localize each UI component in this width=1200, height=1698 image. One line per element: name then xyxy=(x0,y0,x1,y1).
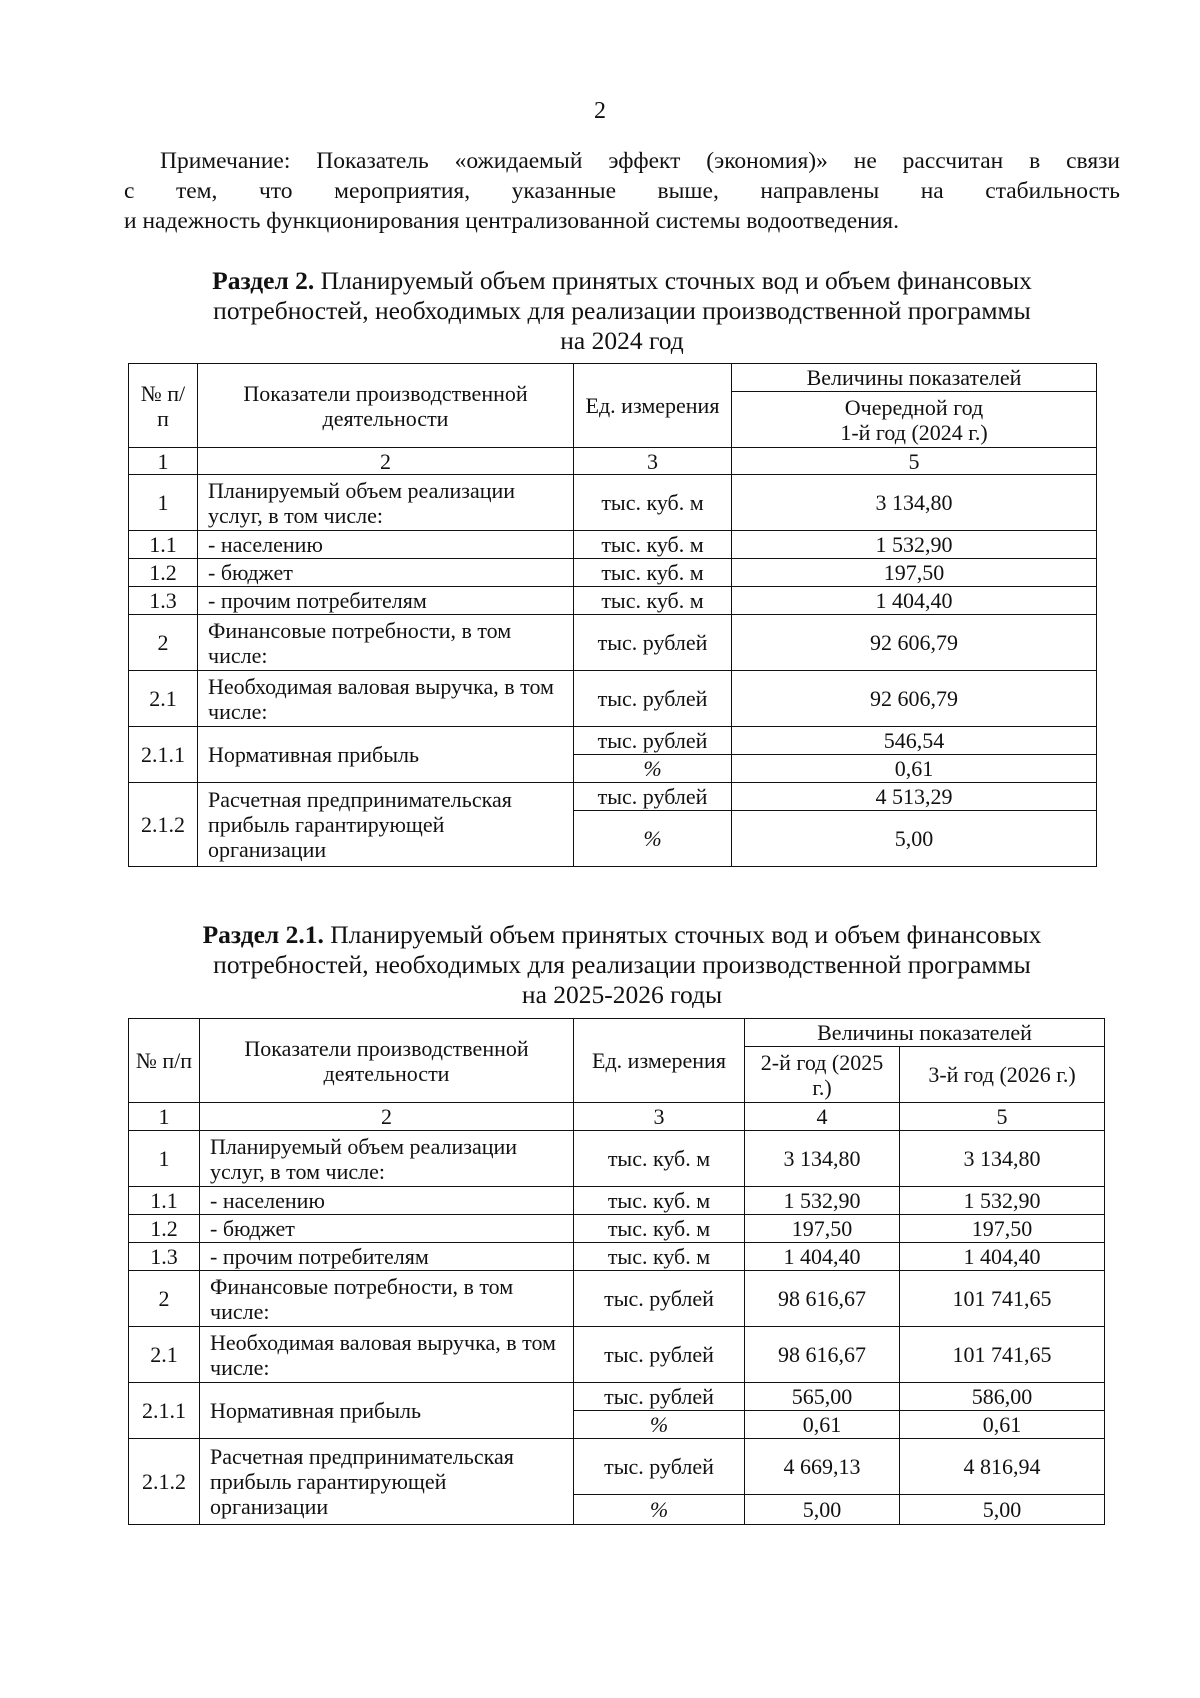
header-year-2026: 3-й год (2026 г.) xyxy=(900,1047,1105,1103)
row-unit: тыс. куб. м xyxy=(574,1131,745,1187)
row-name: - населению xyxy=(200,1187,574,1215)
note-line-2: с тем, что мероприятия, указанные выше, направлены на стабильность xyxy=(124,178,1120,204)
section-2-heading xyxy=(124,266,1120,356)
row-num: 1.2 xyxy=(129,559,198,587)
row-num: 1.3 xyxy=(129,587,198,615)
row-unit: тыс. рублей xyxy=(574,1327,745,1383)
table-row xyxy=(129,1187,1105,1215)
section-2-title-line-1: Планируемый объем принятых сточных вод и объем финансовых xyxy=(314,266,1032,295)
col-number: 1 xyxy=(129,1103,200,1131)
row-value: 5,00 xyxy=(732,811,1097,867)
row-value-2026: 1 404,40 xyxy=(900,1243,1105,1271)
row-value-2026: 3 134,80 xyxy=(900,1131,1105,1187)
row-name: - прочим потребителям xyxy=(200,1243,574,1271)
table-row xyxy=(129,727,1097,755)
note-paragraph xyxy=(124,146,1120,236)
row-unit: тыс. куб. м xyxy=(574,475,732,531)
row-name: Финансовые потребности, в том числе: xyxy=(198,615,574,671)
row-num: 1.2 xyxy=(129,1215,200,1243)
section-2-1-title-line-1: Планируемый объем принятых сточных вод и объем финансовых xyxy=(323,920,1042,949)
header-year-line-1: Очередной год xyxy=(844,394,984,420)
col-number: 5 xyxy=(732,448,1097,475)
header-values: Величины показателей xyxy=(745,1019,1105,1047)
section-2-1-title-line-2: потребностей, необходимых для реализации производственной программы xyxy=(213,950,1031,979)
header-year-2025: 2-й год (2025 г.) xyxy=(745,1047,900,1103)
col-number: 3 xyxy=(574,448,732,475)
row-unit: тыс. рублей xyxy=(574,615,732,671)
header-num: № п/п xyxy=(129,364,198,448)
row-name: Планируемый объем реализации услуг, в том числе: xyxy=(198,475,574,531)
row-num: 1 xyxy=(129,1131,200,1187)
row-unit: тыс. куб. м xyxy=(574,587,732,615)
row-unit: тыс. рублей xyxy=(574,1383,745,1411)
row-value-2025: 98 616,67 xyxy=(745,1327,900,1383)
row-num: 2.1.1 xyxy=(129,727,198,783)
row-value-2025: 197,50 xyxy=(745,1215,900,1243)
row-value-2026: 197,50 xyxy=(900,1215,1105,1243)
header-num: № п/п xyxy=(129,1019,200,1103)
section-2-1-label: Раздел 2.1. xyxy=(202,920,324,949)
table-row xyxy=(129,615,1097,671)
row-unit: тыс. рублей xyxy=(574,783,732,811)
row-name: Необходимая валовая выручка, в том числе: xyxy=(200,1327,574,1383)
row-unit: тыс. куб. м xyxy=(574,559,732,587)
row-num: 2.1.2 xyxy=(129,1439,200,1525)
row-value-2025: 0,61 xyxy=(745,1411,900,1439)
row-value-2025: 4 669,13 xyxy=(745,1439,900,1495)
row-value: 1 404,40 xyxy=(732,587,1097,615)
header-values: Величины показателей xyxy=(732,364,1097,392)
table-2025-2026 xyxy=(128,1018,1105,1525)
table-row xyxy=(129,1131,1105,1187)
column-number-row xyxy=(129,448,1097,475)
table-row xyxy=(129,783,1097,811)
row-num: 2 xyxy=(129,1271,200,1327)
row-value-2026: 4 816,94 xyxy=(900,1439,1105,1495)
row-unit: тыс. куб. м xyxy=(574,531,732,559)
row-unit: тыс. рублей xyxy=(574,1271,745,1327)
section-2-title-line-3: на 2024 год xyxy=(560,326,684,355)
col-number: 2 xyxy=(198,448,574,475)
section-2-1-title-line-3: на 2025-2026 годы xyxy=(521,980,723,1009)
table-2024 xyxy=(128,363,1097,867)
row-unit: тыс. рублей xyxy=(574,671,732,727)
section-2-title-line-2: потребностей, необходимых для реализации производственной программы xyxy=(213,296,1031,325)
row-value-2026: 586,00 xyxy=(900,1383,1105,1411)
table-row xyxy=(129,531,1097,559)
row-name: Финансовые потребности, в том числе: xyxy=(200,1271,574,1327)
row-value-2026: 101 741,65 xyxy=(900,1327,1105,1383)
row-name: Расчетная предпринимательская прибыль гарантирующей организации xyxy=(198,783,574,867)
row-unit: % xyxy=(574,1495,745,1525)
row-value-2025: 3 134,80 xyxy=(745,1131,900,1187)
row-unit: тыс. куб. м xyxy=(574,1215,745,1243)
header-year-2024 xyxy=(732,392,1097,448)
table-row xyxy=(129,1383,1105,1411)
row-value: 0,61 xyxy=(732,755,1097,783)
row-value-2026: 0,61 xyxy=(900,1411,1105,1439)
table-row xyxy=(129,1243,1105,1271)
row-name: - бюджет xyxy=(200,1215,574,1243)
row-unit: тыс. куб. м xyxy=(574,1187,745,1215)
note-line-3: и надежность функционирования централизованной системы водоотведения. xyxy=(124,208,899,234)
col-number: 3 xyxy=(574,1103,745,1131)
header-unit: Ед. измерения xyxy=(574,364,732,448)
row-value-2025: 98 616,67 xyxy=(745,1271,900,1327)
page-number: 2 xyxy=(594,98,606,124)
col-number: 4 xyxy=(745,1103,900,1131)
row-unit: % xyxy=(574,811,732,867)
row-unit: % xyxy=(574,1411,745,1439)
table-row xyxy=(129,671,1097,727)
row-name: Необходимая валовая выручка, в том числе: xyxy=(198,671,574,727)
row-value: 92 606,79 xyxy=(732,671,1097,727)
row-value-2026: 1 532,90 xyxy=(900,1187,1105,1215)
row-unit: тыс. куб. м xyxy=(574,1243,745,1271)
row-value: 3 134,80 xyxy=(732,475,1097,531)
section-2-label: Раздел 2. xyxy=(212,266,315,295)
row-value-2026: 101 741,65 xyxy=(900,1271,1105,1327)
row-num: 2 xyxy=(129,615,198,671)
row-value-2025: 1 404,40 xyxy=(745,1243,900,1271)
row-name: Нормативная прибыль xyxy=(198,727,574,783)
row-value: 92 606,79 xyxy=(732,615,1097,671)
column-number-row xyxy=(129,1103,1105,1131)
row-name: - населению xyxy=(198,531,574,559)
row-num: 1.1 xyxy=(129,1187,200,1215)
row-num: 1 xyxy=(129,475,198,531)
row-value: 197,50 xyxy=(732,559,1097,587)
row-num: 1.3 xyxy=(129,1243,200,1271)
row-name: Расчетная предпринимательская прибыль гарантирующей организации xyxy=(200,1439,574,1525)
row-unit: тыс. рублей xyxy=(574,1439,745,1495)
table-row xyxy=(129,1271,1105,1327)
table-row xyxy=(129,1215,1105,1243)
row-num: 2.1 xyxy=(129,671,198,727)
note-line-1: Примечание: Показатель «ожидаемый эффект (экономия)» не рассчитан в связи xyxy=(160,148,1120,174)
table-row xyxy=(129,475,1097,531)
col-number: 5 xyxy=(900,1103,1105,1131)
row-value-2026: 5,00 xyxy=(900,1495,1105,1525)
row-value: 546,54 xyxy=(732,727,1097,755)
row-num: 1.1 xyxy=(129,531,198,559)
col-number: 1 xyxy=(129,448,198,475)
row-name: Нормативная прибыль xyxy=(200,1383,574,1439)
table-row xyxy=(129,1327,1105,1383)
header-indicator: Показатели производственной деятельности xyxy=(198,364,574,448)
row-name: - прочим потребителям xyxy=(198,587,574,615)
section-2-1-heading xyxy=(124,920,1120,1010)
row-value-2025: 565,00 xyxy=(745,1383,900,1411)
row-value: 1 532,90 xyxy=(732,531,1097,559)
col-number: 2 xyxy=(200,1103,574,1131)
row-num: 2.1.1 xyxy=(129,1383,200,1439)
row-name: Планируемый объем реализации услуг, в том числе: xyxy=(200,1131,574,1187)
table-row xyxy=(129,587,1097,615)
row-name: - бюджет xyxy=(198,559,574,587)
header-indicator: Показатели производственной деятельности xyxy=(200,1019,574,1103)
row-unit: % xyxy=(574,755,732,783)
header-unit: Ед. измерения xyxy=(574,1019,745,1103)
row-value-2025: 5,00 xyxy=(745,1495,900,1525)
table-row xyxy=(129,1439,1105,1495)
row-num: 2.1 xyxy=(129,1327,200,1383)
header-year-line-2: 1-й год (2024 г.) xyxy=(840,419,988,445)
row-num: 2.1.2 xyxy=(129,783,198,867)
row-value: 4 513,29 xyxy=(732,783,1097,811)
row-unit: тыс. рублей xyxy=(574,727,732,755)
row-value-2025: 1 532,90 xyxy=(745,1187,900,1215)
table-row xyxy=(129,559,1097,587)
